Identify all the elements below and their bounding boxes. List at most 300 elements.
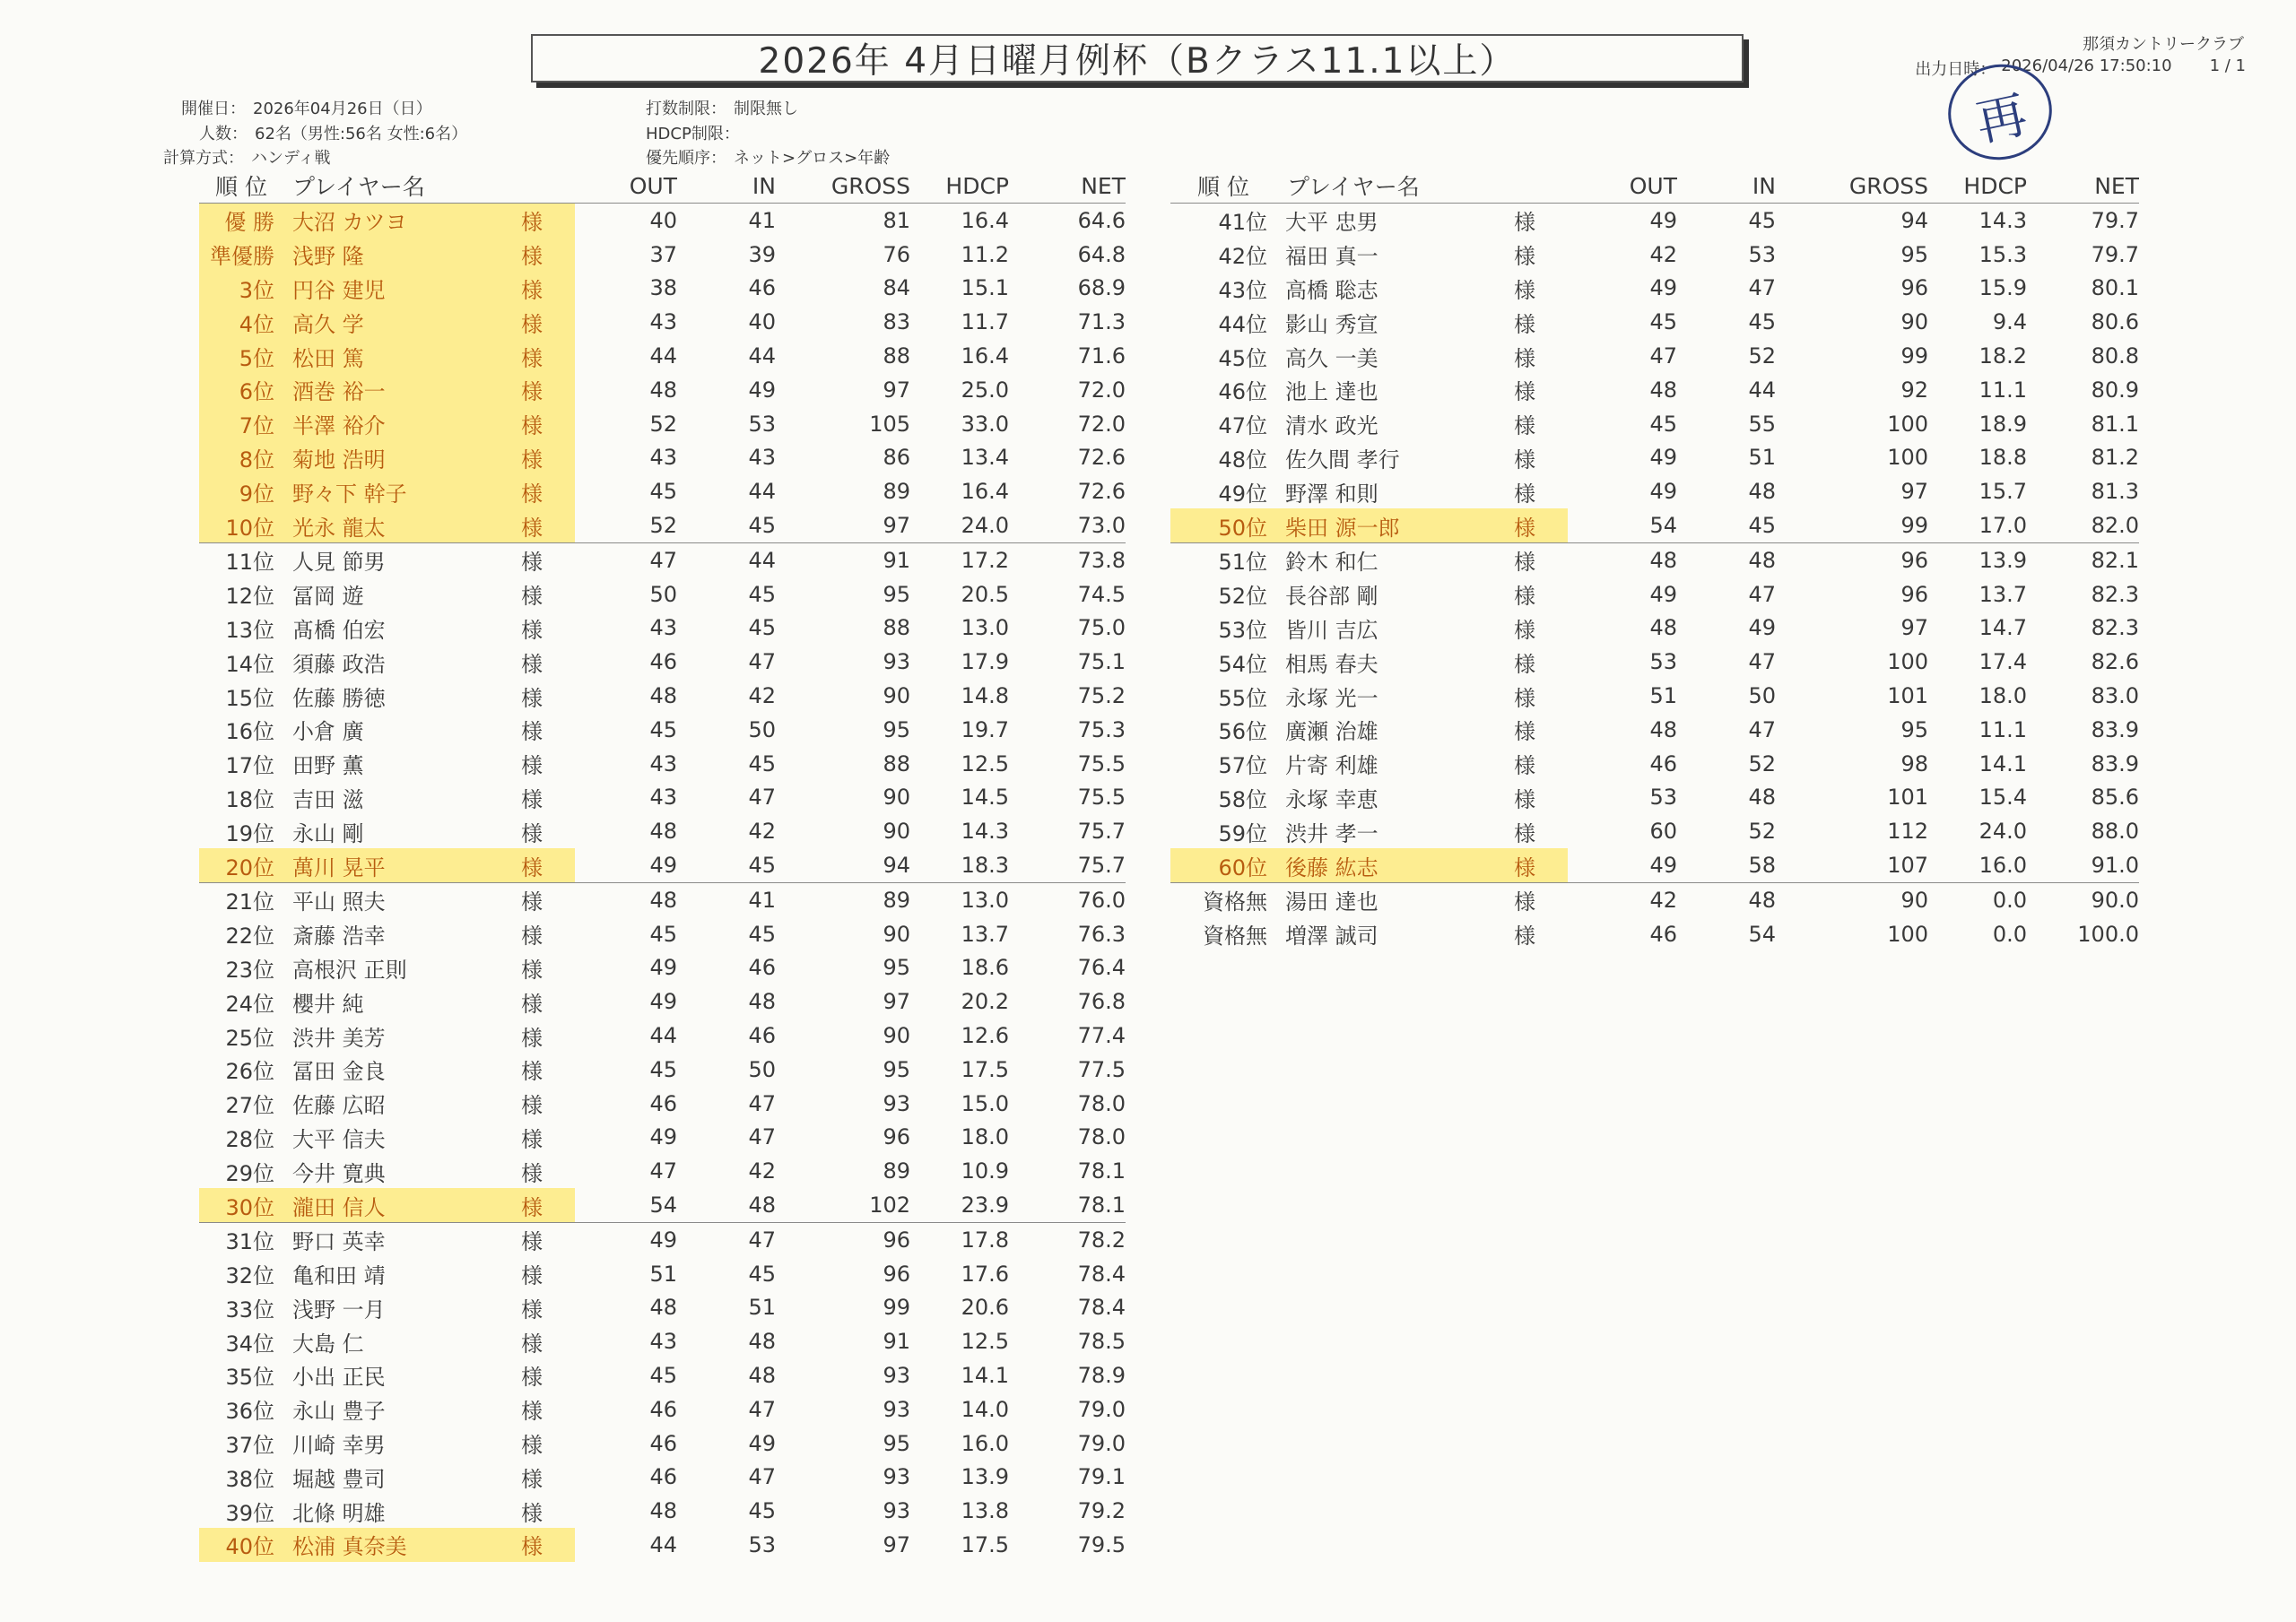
out-cell: 60: [1649, 819, 1677, 845]
hdcp-cell: 18.8: [1979, 445, 2027, 471]
player-name-cell: 田野 薫: [292, 753, 364, 779]
gross-cell: 88: [883, 615, 910, 641]
net-cell: 81.1: [2091, 411, 2139, 437]
net-cell: 81.3: [2091, 479, 2139, 505]
honorific-cell: 様: [521, 1263, 543, 1289]
table-row: [1170, 713, 2139, 747]
gross-cell: 95: [883, 1056, 910, 1082]
rank-cell: 45位: [1218, 345, 1267, 371]
out-cell: 49: [575, 1222, 677, 1256]
rank-cell: 31位: [199, 1222, 283, 1256]
net-cell: 76.8: [1077, 989, 1126, 1015]
rank-cell: 39位: [225, 1500, 274, 1526]
in-cell: 47: [748, 1124, 776, 1150]
net-cell: 85.6: [2091, 785, 2139, 811]
honorific-cell: 様: [521, 1399, 543, 1425]
rank-cell: 19位: [225, 820, 274, 846]
rank-cell: 53位: [1218, 617, 1267, 643]
hdcp-cell: 18.9: [1979, 411, 2027, 437]
table-row: [1170, 781, 2139, 815]
honorific-cell: 様: [521, 1500, 543, 1526]
info-stroke-limit: [646, 96, 798, 119]
net-cell: 82.1: [2027, 542, 2139, 577]
in-cell: 47: [1748, 716, 1776, 742]
net-cell: 78.2: [1009, 1222, 1126, 1256]
results-table-right: [1170, 169, 2139, 951]
honorific-cell: 様: [521, 848, 575, 882]
column-header-player: プレイヤー名: [1287, 174, 1420, 200]
honorific-cell: 様: [521, 584, 543, 610]
honorific-cell: 様: [521, 1222, 575, 1256]
rank-cell: 5位: [199, 339, 283, 373]
gross-cell: 107: [1887, 853, 1928, 879]
table-row: [199, 1188, 1126, 1222]
out-cell: 51: [649, 1261, 677, 1287]
rank-cell: 51位: [1170, 542, 1276, 577]
gross-cell: 89: [883, 479, 910, 505]
honorific-cell: 様: [1514, 244, 1535, 270]
table-row: [199, 1528, 1126, 1562]
table-row: [199, 373, 1126, 407]
out-cell: 50: [649, 581, 677, 607]
rank-cell: 42位: [1218, 244, 1267, 270]
gross-cell: 97: [883, 377, 910, 403]
honorific-cell: 様: [521, 991, 543, 1017]
rank-cell: 57位: [1218, 753, 1267, 779]
hdcp-cell: 18.0: [961, 1124, 1009, 1150]
table-row: [199, 441, 1126, 475]
net-cell: 82.6: [2091, 649, 2139, 675]
net-cell: 80.1: [2091, 275, 2139, 301]
player-name-cell: 渋井 美芳: [292, 1025, 386, 1051]
honorific-cell: 様: [521, 685, 543, 711]
hdcp-cell: 13.7: [1979, 581, 2027, 607]
rank-cell: 32位: [225, 1263, 274, 1289]
player-name-cell: 増澤 誠司: [1285, 924, 1378, 950]
net-cell: 75.7: [1077, 853, 1126, 879]
gross-cell: 84: [883, 275, 910, 301]
gross-cell: 100: [1887, 411, 1928, 437]
out-cell: 49: [649, 989, 677, 1015]
gross-cell: 86: [883, 445, 910, 471]
net-cell: 73.8: [1009, 542, 1126, 577]
net-cell: 78.4: [1077, 1261, 1126, 1287]
in-cell: 46: [748, 275, 776, 301]
in-cell: 52: [1748, 343, 1776, 369]
rank-cell: 34位: [225, 1331, 274, 1357]
net-cell: 78.9: [1077, 1362, 1126, 1388]
honorific-cell: 様: [521, 238, 575, 272]
rank-cell: 13位: [225, 617, 274, 643]
rank-cell: 58位: [1218, 786, 1267, 812]
hdcp-cell: 15.3: [1979, 241, 2027, 267]
rank-cell: 37位: [225, 1433, 274, 1459]
net-cell: 79.2: [1077, 1498, 1126, 1524]
rank-cell: 56位: [1218, 719, 1267, 745]
honorific-cell: 様: [521, 651, 543, 677]
net-cell: 79.1: [1077, 1464, 1126, 1490]
player-name-cell: 冨岡 遊: [292, 584, 364, 610]
out-cell: 43: [649, 445, 677, 471]
net-cell: 90.0: [2027, 882, 2139, 916]
table-row: [199, 951, 1126, 985]
player-name-cell: 後藤 紘志: [1276, 848, 1514, 882]
net-cell: 78.4: [1077, 1295, 1126, 1321]
table-row: [1170, 679, 2139, 713]
honorific-cell: 様: [1514, 786, 1535, 812]
in-cell: 53: [748, 411, 776, 437]
table-row: [199, 1358, 1126, 1392]
out-cell: 44: [649, 1023, 677, 1049]
out-cell: 45: [649, 479, 677, 505]
honorific-cell: 様: [521, 272, 575, 306]
honorific-cell: 様: [521, 1466, 543, 1492]
player-name-cell: 野澤 和則: [1285, 481, 1378, 507]
player-name-cell: 人見 節男: [283, 542, 521, 577]
honorific-cell: 様: [1514, 584, 1535, 610]
table-row: [1170, 508, 2139, 542]
output-label: 出力日時：: [1915, 60, 1996, 79]
rank-cell: 17位: [225, 753, 274, 779]
in-cell: 53: [1748, 241, 1776, 267]
rank-cell: 29位: [225, 1160, 274, 1186]
hdcp-cell: 17.4: [1979, 649, 2027, 675]
rank-cell: 46位: [1218, 379, 1267, 405]
gross-cell: 89: [776, 882, 910, 916]
info-stroke-label: 打数制限：: [646, 100, 726, 118]
honorific-cell: 様: [521, 719, 543, 745]
table-row: [1170, 542, 2139, 577]
out-cell: 49: [1649, 853, 1677, 879]
info-count-value: 62名（男性:56名 女性:6名）: [255, 125, 468, 143]
out-cell: 47: [575, 542, 677, 577]
honorific-cell: 様: [1514, 447, 1535, 473]
out-cell: 45: [1649, 309, 1677, 335]
rank-cell: 55位: [1218, 685, 1267, 711]
gross-cell: 90: [883, 683, 910, 709]
net-cell: 78.5: [1077, 1329, 1126, 1355]
hdcp-cell: 0.0: [1992, 921, 2027, 947]
out-cell: 46: [649, 1396, 677, 1422]
player-name-cell: 冨田 金良: [292, 1059, 386, 1085]
honorific-cell: 様: [521, 542, 575, 577]
net-cell: 73.0: [1077, 513, 1126, 539]
out-cell: 52: [649, 513, 677, 539]
table-row: [199, 848, 1126, 882]
gross-cell: 93: [883, 1090, 910, 1116]
in-cell: 48: [1748, 479, 1776, 505]
honorific-cell: 様: [1514, 719, 1535, 745]
hdcp-cell: 17.9: [961, 649, 1009, 675]
table-row: [1170, 917, 2139, 951]
rank-cell: 54位: [1218, 651, 1267, 677]
gross-cell: 83: [883, 309, 910, 335]
net-cell: 78.1: [1077, 1158, 1126, 1184]
stamp-text: 再: [1970, 85, 2032, 153]
table-row: [199, 814, 1126, 848]
rank-cell: 36位: [225, 1399, 274, 1425]
hdcp-cell: 11.2: [961, 241, 1009, 267]
honorific-cell: 様: [521, 924, 543, 950]
column-header-spacer: [521, 169, 575, 204]
hdcp-cell: 16.4: [961, 343, 1009, 369]
info-date: [181, 96, 432, 119]
in-cell: 46: [748, 955, 776, 981]
hdcp-cell: 14.5: [961, 785, 1009, 811]
in-cell: 42: [748, 1158, 776, 1184]
honorific-cell: 様: [521, 1025, 543, 1051]
hdcp-cell: 33.0: [961, 411, 1009, 437]
table-row: [199, 1087, 1126, 1121]
hdcp-cell: 13.4: [961, 445, 1009, 471]
gross-cell: 112: [1887, 819, 1928, 845]
net-cell: 75.0: [1077, 615, 1126, 641]
in-cell: 48: [748, 1362, 776, 1388]
rank-cell: 15位: [225, 685, 274, 711]
net-cell: 82.3: [2091, 615, 2139, 641]
hdcp-cell: 16.4: [961, 207, 1009, 233]
honorific-cell: 様: [1514, 924, 1535, 950]
honorific-cell: 様: [521, 882, 575, 916]
net-cell: 77.5: [1077, 1056, 1126, 1082]
rank-cell: 59位: [1218, 820, 1267, 846]
honorific-cell: 様: [1514, 210, 1535, 236]
out-cell: 49: [649, 853, 677, 879]
hdcp-cell: 18.2: [1979, 343, 2027, 369]
out-cell: 46: [649, 649, 677, 675]
out-cell: 46: [649, 1464, 677, 1490]
column-header-out: OUT: [1629, 172, 1677, 199]
player-name-cell: 大平 忠男: [1285, 210, 1378, 236]
honorific-cell: 様: [1514, 311, 1535, 337]
in-cell: 40: [748, 309, 776, 335]
in-cell: 47: [748, 785, 776, 811]
table-row: [199, 984, 1126, 1019]
honorific-cell: 様: [521, 1297, 543, 1323]
in-cell: 45: [1748, 309, 1776, 335]
player-name-cell: 亀和田 靖: [292, 1263, 386, 1289]
player-name-cell: 大沼 カツヨ: [283, 204, 521, 238]
net-cell: 72.6: [1077, 479, 1126, 505]
honorific-cell: 様: [521, 204, 575, 238]
in-cell: 51: [1748, 445, 1776, 471]
player-name-cell: 相馬 春夫: [1285, 651, 1378, 677]
table-row: [1170, 577, 2139, 612]
player-name-cell: 永塚 幸恵: [1285, 786, 1378, 812]
honorific-cell: 様: [1514, 882, 1568, 916]
hdcp-cell: 24.0: [961, 513, 1009, 539]
net-cell: 75.2: [1077, 683, 1126, 709]
rank-cell: 14位: [225, 651, 274, 677]
gross-cell: 93: [883, 1464, 910, 1490]
net-cell: 71.3: [1077, 309, 1126, 335]
net-cell: 81.2: [2091, 445, 2139, 471]
info-calc-label: 計算方式：: [163, 149, 244, 168]
player-name-cell: 吉田 滋: [292, 786, 364, 812]
net-cell: 72.0: [1077, 411, 1126, 437]
rank-cell: 30位: [199, 1188, 283, 1222]
player-name-cell: 永山 剛: [292, 820, 364, 846]
in-cell: 55: [1748, 411, 1776, 437]
table-row: [199, 474, 1126, 508]
honorific-cell: 様: [1514, 651, 1535, 677]
player-name-cell: 小出 正民: [292, 1365, 386, 1391]
rank-cell: 33位: [225, 1297, 274, 1323]
table-row: [1170, 612, 2139, 646]
in-cell: 52: [1748, 819, 1776, 845]
in-cell: 46: [748, 1023, 776, 1049]
report-title: 2026年 4月日曜月例杯（Bクラス11.1以上）: [531, 34, 1744, 82]
hdcp-cell: 17.2: [910, 542, 1009, 577]
player-name-cell: 浅野 一月: [292, 1297, 386, 1323]
out-cell: 48: [649, 819, 677, 845]
player-name-cell: 堀越 豊司: [292, 1466, 386, 1492]
honorific-cell: 様: [521, 617, 543, 643]
gross-cell: 97: [883, 513, 910, 539]
honorific-cell: 様: [521, 957, 543, 983]
net-cell: 80.8: [2091, 343, 2139, 369]
hdcp-cell: 15.1: [961, 275, 1009, 301]
out-cell: 47: [649, 1158, 677, 1184]
player-name-cell: 高久 一美: [1285, 345, 1378, 371]
out-cell: 53: [1649, 785, 1677, 811]
info-count-label: 人数：: [199, 125, 248, 143]
rank-cell: 38位: [225, 1466, 274, 1492]
gross-cell: 90: [1776, 882, 1928, 916]
hdcp-cell: 20.5: [961, 581, 1009, 607]
player-name-cell: 川崎 幸男: [292, 1433, 386, 1459]
out-cell: 46: [649, 1090, 677, 1116]
hdcp-cell: 13.9: [1928, 542, 2027, 577]
gross-cell: 100: [1887, 649, 1928, 675]
hdcp-cell: 17.5: [961, 1531, 1009, 1557]
table-row: [199, 1291, 1126, 1325]
gross-cell: 90: [883, 819, 910, 845]
gross-cell: 95: [883, 581, 910, 607]
gross-cell: 99: [1900, 513, 1928, 539]
player-name-cell: 大平 信夫: [292, 1126, 386, 1152]
honorific-cell: 様: [521, 1059, 543, 1085]
rank-cell: 52位: [1218, 584, 1267, 610]
rank-cell: 48位: [1218, 447, 1267, 473]
net-cell: 75.3: [1077, 716, 1126, 742]
honorific-cell: 様: [521, 339, 575, 373]
hdcp-cell: 10.9: [961, 1158, 1009, 1184]
in-cell: 44: [677, 542, 776, 577]
hdcp-cell: 20.2: [961, 989, 1009, 1015]
hdcp-cell: 20.6: [961, 1295, 1009, 1321]
net-cell: 72.0: [1077, 377, 1126, 403]
out-cell: 45: [649, 716, 677, 742]
rank-cell: 準優勝: [199, 238, 283, 272]
net-cell: 78.0: [1077, 1124, 1126, 1150]
gross-cell: 93: [883, 1362, 910, 1388]
table-row: [199, 713, 1126, 747]
in-cell: 50: [748, 716, 776, 742]
table-header-row: [1170, 169, 2139, 204]
rank-cell: 12位: [225, 584, 274, 610]
hdcp-cell: 25.0: [961, 377, 1009, 403]
out-cell: 54: [649, 1193, 677, 1218]
rank-cell: 22位: [225, 924, 274, 950]
honorific-cell: 様: [521, 1126, 543, 1152]
honorific-cell: 様: [521, 305, 575, 339]
hdcp-cell: 14.1: [961, 1362, 1009, 1388]
output-timestamp: [1915, 56, 2246, 80]
hdcp-cell: 12.5: [961, 750, 1009, 776]
in-cell: 45: [748, 853, 776, 879]
gross-cell: 102: [869, 1193, 910, 1218]
table-row: [199, 238, 1126, 272]
club-name: 那須カントリークラブ: [2083, 35, 2244, 54]
rank-cell: 3位: [199, 272, 283, 306]
gross-cell: 96: [1776, 542, 1928, 577]
gross-cell: 90: [1900, 309, 1928, 335]
out-cell: 48: [1649, 716, 1677, 742]
out-cell: 48: [1568, 542, 1677, 577]
net-cell: 82.0: [2091, 513, 2139, 539]
gross-cell: 88: [883, 750, 910, 776]
table-row: [199, 339, 1126, 373]
in-cell: 45: [748, 1261, 776, 1287]
net-cell: 80.6: [2091, 309, 2139, 335]
player-name-cell: 佐久間 孝行: [1285, 447, 1400, 473]
net-cell: 83.9: [2091, 750, 2139, 776]
hdcp-cell: 11.1: [1979, 716, 2027, 742]
honorific-cell: 様: [1514, 508, 1568, 542]
in-cell: 47: [677, 1222, 776, 1256]
out-cell: 43: [649, 785, 677, 811]
honorific-cell: 様: [1514, 481, 1535, 507]
in-cell: 45: [748, 750, 776, 776]
hdcp-cell: 17.5: [961, 1056, 1009, 1082]
gross-cell: 81: [883, 207, 910, 233]
rank-cell: 21位: [199, 882, 283, 916]
table-row: [1170, 848, 2139, 882]
info-priority: [646, 145, 890, 169]
table-row: [199, 1154, 1126, 1188]
rank-cell: 資格無: [1203, 924, 1267, 950]
out-cell: 45: [1649, 411, 1677, 437]
hdcp-cell: 23.9: [961, 1193, 1009, 1218]
in-cell: 41: [748, 207, 776, 233]
column-header-net: NET: [2094, 172, 2139, 199]
net-cell: 64.6: [1077, 207, 1126, 233]
hdcp-cell: 18.3: [961, 853, 1009, 879]
out-cell: 48: [649, 683, 677, 709]
hdcp-cell: 18.6: [961, 955, 1009, 981]
player-name-cell: 小倉 廣: [292, 719, 364, 745]
net-cell: 76.4: [1077, 955, 1126, 981]
table-row: [1170, 339, 2139, 373]
rank-cell: 23位: [225, 957, 274, 983]
player-name-cell: 廣瀬 治雄: [1285, 719, 1378, 745]
player-name-cell: 長谷部 剛: [1285, 584, 1378, 610]
out-cell: 48: [1649, 377, 1677, 403]
hdcp-cell: 0.0: [1928, 882, 2027, 916]
hdcp-cell: 14.8: [961, 683, 1009, 709]
in-cell: 47: [748, 649, 776, 675]
info-date-value: 2026年04月26日（日）: [253, 100, 432, 118]
in-cell: 47: [748, 1090, 776, 1116]
in-cell: 48: [1677, 882, 1776, 916]
gross-cell: 94: [1900, 207, 1928, 233]
net-cell: 79.0: [1077, 1430, 1126, 1456]
honorific-cell: 様: [521, 508, 575, 542]
out-cell: 48: [649, 1295, 677, 1321]
column-header-net: NET: [1081, 172, 1126, 199]
in-cell: 54: [1748, 921, 1776, 947]
